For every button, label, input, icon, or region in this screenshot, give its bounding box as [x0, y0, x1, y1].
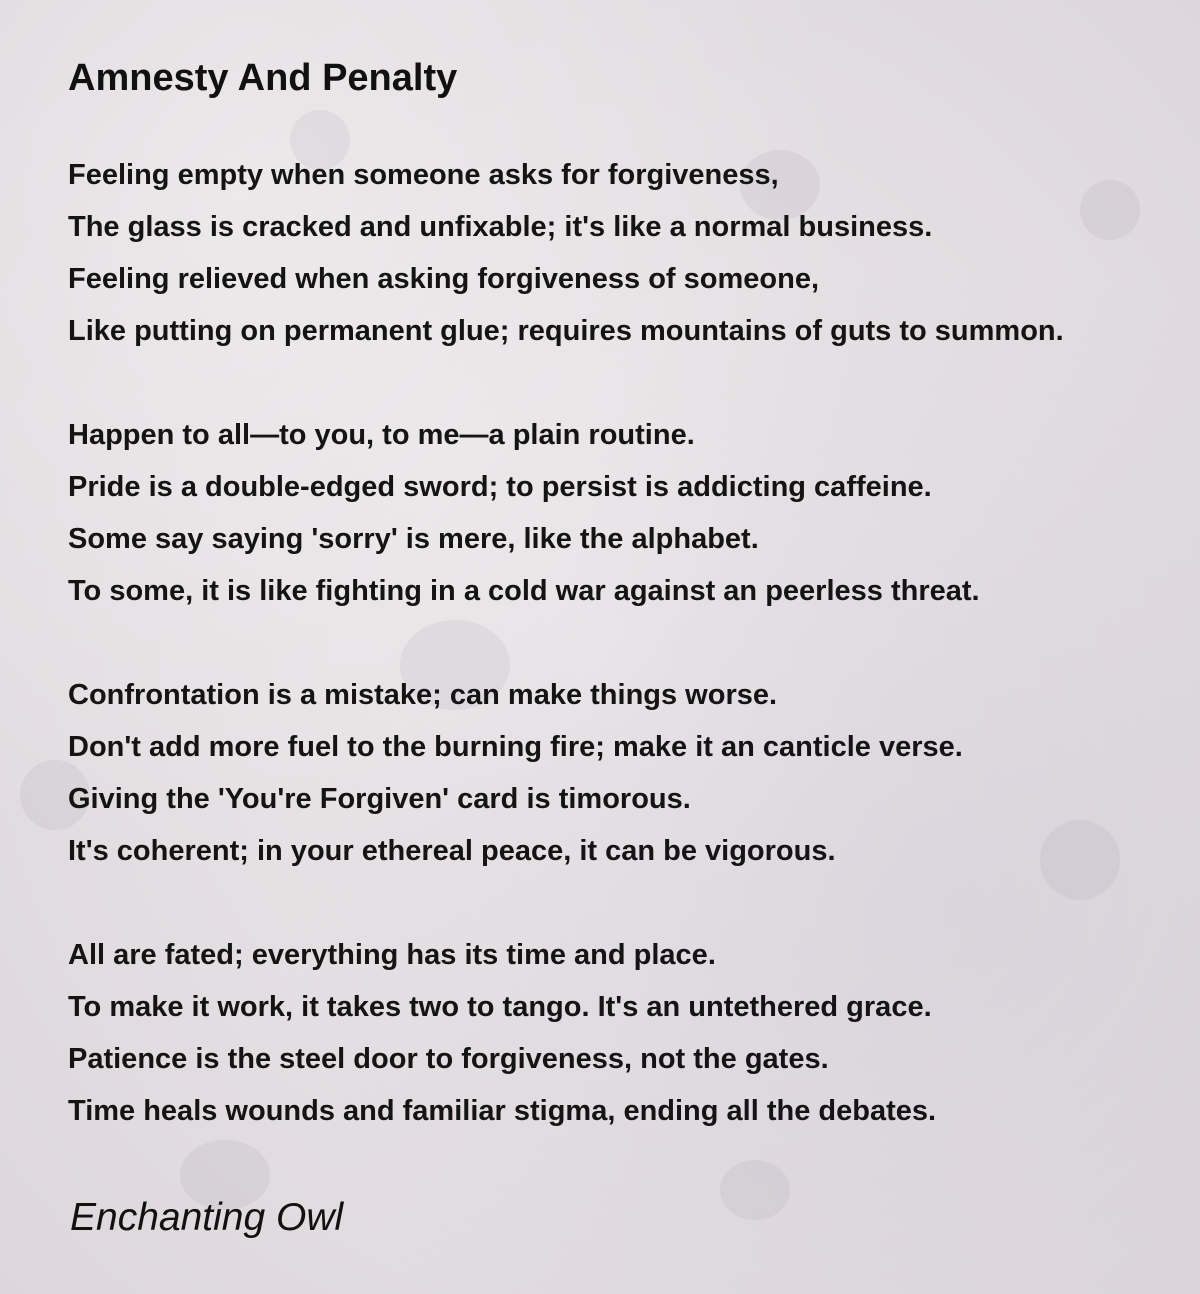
stanza-2 — [68, 409, 980, 617]
poem-line: Feeling empty when someone asks for forgiveness, — [68, 159, 779, 191]
poem-line: Time heals wounds and familiar stigma, ending all the debates. — [68, 1095, 937, 1127]
poem-line: Giving the 'You're Forgiven' card is timorous. — [68, 783, 691, 815]
poem-line: Don't add more fuel to the burning fire; make it an canticle verse. — [68, 731, 963, 763]
poem-line: Confrontation is a mistake; can make things worse. — [68, 679, 778, 711]
stanza-4 — [68, 929, 936, 1137]
poem-title: Amnesty And Penalty — [68, 57, 458, 99]
poem-author: Enchanting Owl — [70, 1196, 344, 1239]
poem-line: Some say saying 'sorry' is mere, like the alphabet. — [68, 523, 759, 555]
poem-line: The glass is cracked and unfixable; it's like a normal business. — [68, 211, 933, 243]
poem-line: All are fated; everything has its time and place. — [68, 939, 716, 971]
poem-line: Pride is a double-edged sword; to persist is addicting caffeine. — [68, 471, 932, 503]
poem-line: It's coherent; in your ethereal peace, it can be vigorous. — [68, 835, 836, 867]
poem-line: Patience is the steel door to forgiveness, not the gates. — [68, 1043, 829, 1075]
poem-line: To make it work, it takes two to tango. It's an untethered grace. — [68, 991, 932, 1023]
stanza-3 — [68, 669, 963, 877]
poem-line: Like putting on permanent glue; requires mountains of guts to summon. — [68, 315, 1064, 347]
stanza-1 — [68, 149, 1064, 357]
poem-line: Happen to all—to you, to me—a plain routine. — [68, 419, 695, 451]
poem-line: Feeling relieved when asking forgiveness of someone, — [68, 263, 819, 295]
poem-line: To some, it is like fighting in a cold war against an peerless threat. — [68, 575, 980, 607]
